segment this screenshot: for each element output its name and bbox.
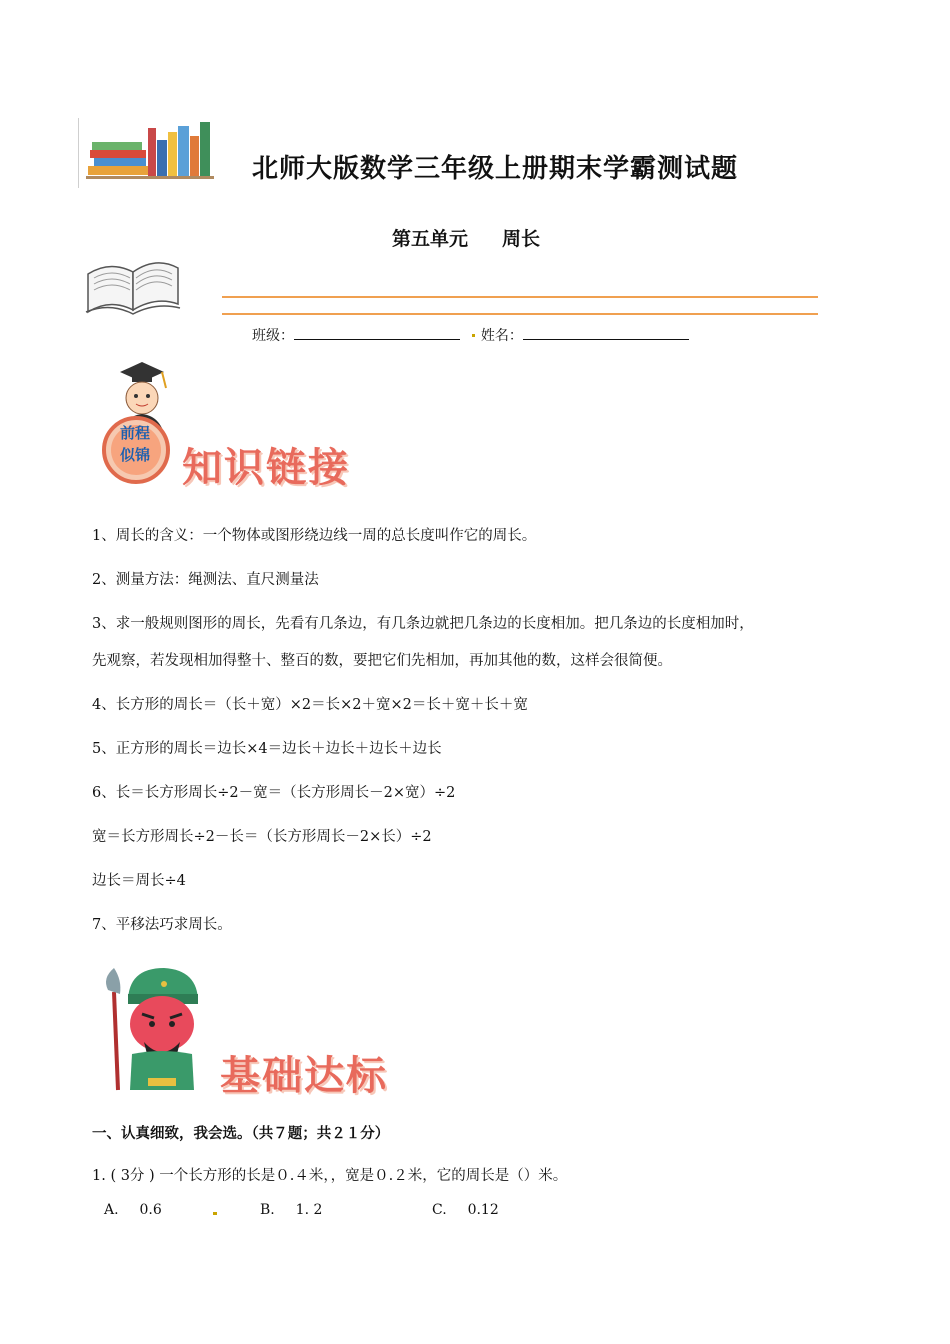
- decorative-line-top: [222, 296, 818, 298]
- option-b[interactable]: [260, 1202, 322, 1218]
- decorative-line-bottom: [222, 313, 818, 315]
- knowledge-point: 4、长方形的周长＝（长＋宽）×2＝长×2＋宽×2＝长＋宽＋长＋宽: [92, 697, 528, 713]
- knowledge-point: 1、周长的含义：一个物体或图形绕边线一周的总长度叫作它的周长。: [92, 528, 537, 544]
- knowledge-point: 边长＝周长÷4: [92, 873, 186, 889]
- class-label: 班级：: [252, 328, 294, 344]
- option-a[interactable]: [104, 1202, 162, 1218]
- knowledge-point: 7、平移法巧求周长。: [92, 917, 232, 933]
- open-book-icon: [84, 252, 182, 318]
- name-label: 姓名：: [480, 328, 523, 344]
- mark-dot: [472, 334, 475, 337]
- option-text: 0.12: [467, 1202, 499, 1218]
- unit-subtitle: [392, 224, 540, 251]
- option-letter: A.: [104, 1202, 119, 1218]
- knowledge-link-heading: 知识链接: [182, 445, 350, 491]
- option-letter: B.: [260, 1202, 275, 1218]
- knowledge-point: 宽＝长方形周长÷2－长＝（长方形周长－2×长）÷2: [92, 829, 432, 845]
- mark-dot: [213, 1212, 217, 1215]
- question-1: 1. ( 3分 ) 一个长方形的长是０.４米，，宽是０.２米，它的周长是（）米。: [92, 1168, 568, 1184]
- guan-yu-mascot-icon: [98, 962, 218, 1098]
- section-title: 一、认真细致，我会选。（共７题；共２１分）: [92, 1126, 390, 1142]
- knowledge-link-banner: [92, 358, 382, 491]
- knowledge-point: 3、求一般规则图形的周长，先看有几条边，有几条边就把几条边的长度相加。把几条边的长度相加时，: [92, 616, 754, 632]
- badge-text-line2: 似锦: [120, 446, 151, 464]
- basic-standards-banner: [98, 962, 443, 1098]
- basic-standards-heading: 基础达标: [220, 1053, 388, 1099]
- badge-text-line1: 前程: [120, 424, 151, 442]
- option-text: 1. 2: [295, 1202, 323, 1218]
- knowledge-point: 2、测量方法：绳测法、直尺测量法: [92, 572, 319, 588]
- topic-label: 周长: [502, 228, 541, 250]
- class-field[interactable]: [294, 325, 460, 340]
- knowledge-point: 先观察，若发现相加得整十、整百的数，要把它们先相加，再加其他的数，这样会很简便。: [92, 653, 672, 669]
- option-text: 0.6: [139, 1202, 162, 1218]
- knowledge-point: 5、正方形的周长＝边长×4＝边长＋边长＋边长＋边长: [92, 741, 442, 757]
- option-letter: C.: [432, 1202, 447, 1218]
- unit-label: 第五单元: [392, 228, 469, 250]
- document-title: 北师大版数学三年级上册期末学霸测试题: [252, 154, 739, 184]
- option-c[interactable]: [432, 1202, 499, 1218]
- name-field[interactable]: [523, 325, 689, 340]
- student-info-row: [252, 325, 689, 345]
- header-divider: [78, 118, 79, 188]
- books-illustration: [86, 118, 214, 182]
- knowledge-point: 6、长＝长方形周长÷2－宽＝（长方形周长－2×宽）÷2: [92, 785, 456, 801]
